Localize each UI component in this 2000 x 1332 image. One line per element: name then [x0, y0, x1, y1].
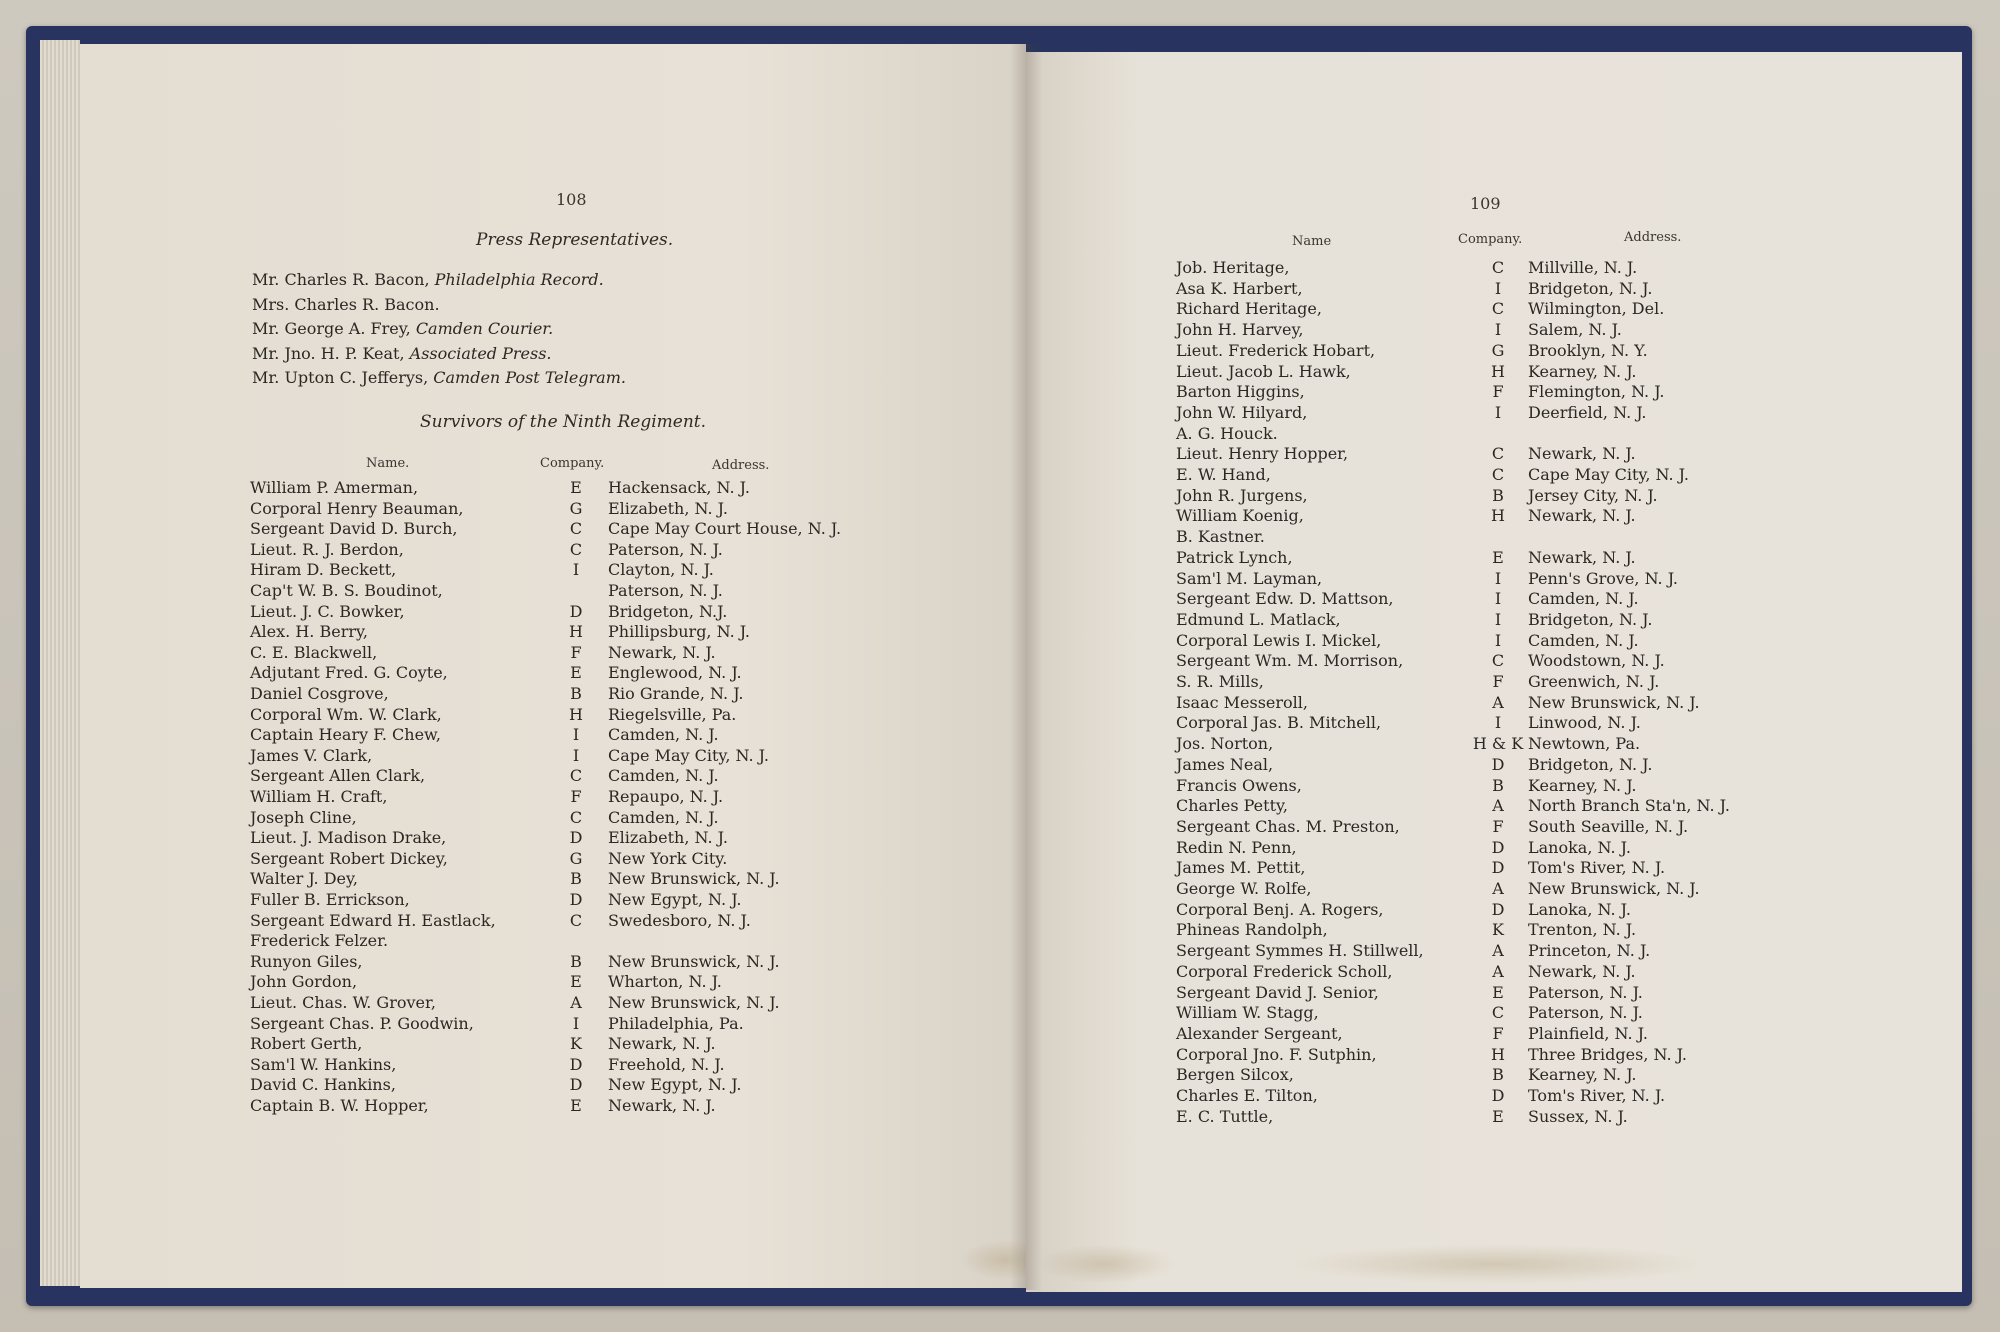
- survivor-name: James M. Pettit,: [1176, 858, 1306, 878]
- survivor-name: Sam'l W. Hankins,: [250, 1054, 397, 1074]
- survivor-address: Camden, N. J.: [608, 807, 719, 827]
- survivor-company: I: [1494, 320, 1502, 340]
- book-gutter: [1010, 44, 1042, 1290]
- survivor-company: H: [1491, 506, 1505, 526]
- survivor-company: D: [1491, 899, 1505, 919]
- survivor-address: Elizabeth, N. J.: [608, 828, 728, 848]
- survivor-name: William W. Stagg,: [1176, 1003, 1319, 1023]
- survivor-company: I: [572, 725, 580, 745]
- survivor-company: A: [1492, 941, 1504, 961]
- survivor-name: Sam'l M. Layman,: [1176, 568, 1323, 588]
- survivor-address: Linwood, N. J.: [1528, 713, 1641, 733]
- survivor-company: F: [1492, 672, 1504, 691]
- survivor-name: Corporal Benj. A. Rogers,: [1176, 899, 1384, 919]
- survivor-company: I: [572, 560, 580, 580]
- survivor-company: G: [1491, 340, 1505, 360]
- survivor-address: Paterson, N. J.: [608, 581, 723, 600]
- survivor-address: Paterson, N. J.: [1528, 982, 1643, 1002]
- press-name: Mr. George A. Frey,: [252, 319, 411, 338]
- survivor-company: I: [572, 745, 580, 765]
- press-entry: [252, 342, 626, 367]
- survivor-name: Charles Petty,: [1176, 796, 1288, 816]
- survivor-company: B: [570, 684, 582, 703]
- survivor-name: S. R. Mills,: [1176, 672, 1264, 691]
- press-list: [252, 268, 626, 391]
- survivor-name: John Gordon,: [250, 972, 358, 992]
- page-number-right: 109: [1470, 194, 1501, 213]
- page-edges: [40, 40, 80, 1286]
- survivor-address: Newark, N. J.: [608, 1096, 716, 1115]
- survivor-company: A: [1492, 796, 1504, 816]
- water-stain: [1036, 1244, 1176, 1284]
- survivor-name: John W. Hilyard,: [1176, 402, 1308, 422]
- survivor-name: Charles E. Tilton,: [1176, 1086, 1318, 1105]
- survivor-company: I: [1494, 713, 1502, 733]
- survivor-name: Sergeant Edw. D. Mattson,: [1176, 589, 1394, 609]
- survivor-name: Corporal Henry Beauman,: [250, 498, 464, 518]
- column-header-company: Company.: [1458, 232, 1523, 247]
- survivor-name: Hiram D. Beckett,: [250, 560, 397, 580]
- survivor-company: D: [569, 601, 583, 621]
- survivor-address: Bridgeton, N. J.: [1528, 278, 1653, 298]
- survivor-name: James Neal,: [1176, 754, 1274, 774]
- survivor-company: I: [1494, 609, 1502, 629]
- survivor-company: I: [572, 1013, 580, 1033]
- survivor-name: Edmund L. Matlack,: [1176, 609, 1341, 629]
- survivor-name: Joseph Cline,: [250, 807, 357, 827]
- survivor-name: Cap't W. B. S. Boudinot,: [250, 581, 443, 600]
- survivor-address: Paterson, N. J.: [608, 539, 723, 559]
- survivor-name: Job. Heritage,: [1176, 258, 1290, 277]
- survivor-name: Sergeant David J. Senior,: [1176, 982, 1379, 1002]
- survivor-company: B: [570, 869, 582, 889]
- survivor-company: D: [1491, 1086, 1505, 1105]
- survivor-address: Wilmington, Del.: [1528, 299, 1665, 319]
- survivor-address: Freehold, N. J.: [608, 1054, 725, 1074]
- survivor-company: A: [1492, 692, 1504, 712]
- survivor-company: D: [569, 1054, 583, 1074]
- survivor-address: New Egypt, N. J.: [608, 1075, 742, 1095]
- survivor-company: I: [1494, 568, 1502, 588]
- survivor-name: Francis Owens,: [1176, 775, 1302, 795]
- survivor-name: Corporal Frederick Scholl,: [1176, 961, 1393, 981]
- survivor-name: Lieut. R. J. Berdon,: [250, 539, 404, 559]
- survivor-address: Kearney, N. J.: [1528, 361, 1637, 381]
- survivor-name: Sergeant Allen Clark,: [250, 766, 426, 786]
- survivor-name: Adjutant Fred. G. Coyte,: [250, 663, 448, 683]
- press-entry: [252, 268, 626, 293]
- survivor-name: Asa K. Harbert,: [1176, 278, 1303, 298]
- survivor-address: Salem, N. J.: [1528, 320, 1622, 340]
- survivor-name: Lieut. Chas. W. Grover,: [250, 993, 436, 1012]
- survivor-address: Cape May City, N. J.: [608, 745, 769, 765]
- survivor-name: Robert Gerth,: [250, 1034, 363, 1054]
- survivor-name: David C. Hankins,: [250, 1075, 396, 1095]
- survivor-address: New Brunswick, N. J.: [1528, 692, 1700, 712]
- survivor-company: K: [570, 1034, 582, 1054]
- survivor-name: Lieut. J. Madison Drake,: [250, 828, 447, 848]
- survivor-address: Kearney, N. J.: [1528, 775, 1637, 795]
- survivor-company: F: [570, 642, 582, 662]
- survivor-name: A. G. Houck.: [1176, 423, 1278, 443]
- survivor-company: D: [1491, 858, 1505, 878]
- survivor-address: South Seaville, N. J.: [1528, 816, 1689, 836]
- survivor-address: Greenwich, N. J.: [1528, 672, 1660, 691]
- survivor-name: B. Kastner.: [1176, 527, 1265, 547]
- survivor-name: Corporal Lewis I. Mickel,: [1176, 630, 1382, 650]
- survivor-name: Daniel Cosgrove,: [250, 684, 389, 703]
- survivor-name: Lieut. Henry Hopper,: [1176, 444, 1349, 464]
- survivor-company: F: [1492, 816, 1504, 836]
- survivor-address: Camden, N. J.: [608, 766, 719, 786]
- survivor-name: John H. Harvey,: [1176, 320, 1304, 340]
- survivor-address: Three Bridges, N. J.: [1528, 1044, 1687, 1064]
- survivor-company: C: [569, 766, 583, 786]
- survivor-address: Sussex, N. J.: [1528, 1106, 1628, 1126]
- survivor-name: Lieut. J. C. Bowker,: [250, 601, 405, 621]
- survivor-company: D: [1491, 837, 1505, 857]
- survivor-name: Captain B. W. Hopper,: [250, 1096, 429, 1115]
- press-affiliation: Camden Post Telegram.: [433, 368, 626, 387]
- survivor-address: Rio Grande, N. J.: [608, 684, 744, 703]
- survivor-address: Newark, N. J.: [608, 642, 716, 662]
- survivor-address: North Branch Sta'n, N. J.: [1528, 796, 1730, 816]
- survivor-address: Bridgeton, N. J.: [1528, 609, 1653, 629]
- survivor-address: Kearney, N. J.: [1528, 1065, 1637, 1085]
- survivor-address: Bridgeton, N. J.: [1528, 754, 1653, 774]
- survivor-company: H: [569, 622, 583, 642]
- survivor-name: Corporal Jno. F. Sutphin,: [1176, 1044, 1377, 1064]
- survivor-address: Newark, N. J.: [1528, 506, 1636, 526]
- survivor-company: I: [1494, 278, 1502, 298]
- survivor-name: Sergeant Edward H. Eastlack,: [250, 910, 496, 930]
- press-entry: [252, 317, 626, 342]
- survivor-address: Jersey City, N. J.: [1528, 485, 1658, 505]
- survivor-name: E. C. Tuttle,: [1176, 1106, 1274, 1126]
- survivor-name: Sergeant David D. Burch,: [250, 519, 458, 539]
- survivor-company: I: [1494, 402, 1502, 422]
- survivor-name: James V. Clark,: [250, 745, 373, 765]
- survivor-address: Plainfield, N. J.: [1528, 1023, 1648, 1043]
- survivor-address: Deerfield, N. J.: [1528, 402, 1647, 422]
- press-name: Mr. Upton C. Jefferys,: [252, 368, 429, 387]
- survivor-name: Corporal Jas. B. Mitchell,: [1176, 713, 1382, 733]
- survivor-name: Sergeant Wm. M. Morrison,: [1176, 651, 1404, 671]
- page-number-left: 108: [556, 190, 587, 209]
- survivor-name: William P. Amerman,: [250, 478, 419, 497]
- press-entry: [252, 293, 626, 318]
- survivor-name: Sergeant Symmes H. Stillwell,: [1176, 941, 1424, 961]
- survivor-company: C: [1491, 444, 1505, 464]
- survivor-address: New York City.: [608, 848, 728, 868]
- survivor-address: New Egypt, N. J.: [608, 890, 742, 909]
- survivor-name: Sergeant Robert Dickey,: [250, 848, 448, 868]
- survivor-address: Newtown, Pa.: [1528, 734, 1641, 754]
- survivor-name: Phineas Randolph,: [1176, 920, 1328, 940]
- survivor-company: I: [1494, 589, 1502, 609]
- survivor-name: William H. Craft,: [250, 787, 388, 806]
- survivor-company: E: [570, 1096, 582, 1115]
- survivor-address: Trenton, N. J.: [1528, 920, 1637, 940]
- survivor-address: Bridgeton, N.J.: [608, 601, 728, 621]
- survivor-company: C: [1491, 299, 1505, 319]
- survivor-address: New Brunswick, N. J.: [608, 951, 780, 971]
- survivor-name: E. W. Hand,: [1176, 465, 1271, 484]
- survivor-address: Brooklyn, N. Y.: [1528, 340, 1648, 360]
- survivor-name: John R. Jurgens,: [1176, 485, 1308, 505]
- survivor-address: Flemington, N. J.: [1528, 382, 1665, 402]
- survivor-address: Swedesboro, N. J.: [608, 910, 751, 930]
- survivor-name: Captain Heary F. Chew,: [250, 725, 441, 745]
- survivor-address: Lanoka, N. J.: [1528, 837, 1631, 857]
- survivor-company: C: [569, 807, 583, 827]
- survivor-name: Sergeant Chas. M. Preston,: [1176, 816, 1400, 836]
- survivor-address: Englewood, N. J.: [608, 663, 742, 683]
- survivor-name: Patrick Lynch,: [1176, 547, 1293, 567]
- survivor-company: E: [570, 478, 582, 497]
- survivor-name: Runyon Giles,: [250, 951, 363, 971]
- survivor-company: F: [1492, 1023, 1504, 1043]
- press-entry: [252, 366, 626, 391]
- survivor-name: Bergen Silcox,: [1176, 1065, 1294, 1085]
- column-header-name: Name.: [366, 456, 410, 471]
- survivor-address: Wharton, N. J.: [608, 972, 722, 992]
- survivor-address: New Brunswick, N. J.: [1528, 879, 1700, 898]
- survivor-company: E: [1492, 547, 1504, 567]
- survivor-address: Phillipsburg, N. J.: [608, 622, 751, 642]
- survivor-company: G: [569, 498, 583, 518]
- survivor-company: F: [570, 787, 582, 806]
- survivor-address: Camden, N. J.: [608, 725, 719, 745]
- press-affiliation: Philadelphia Record.: [434, 270, 604, 289]
- survivor-address: Lanoka, N. J.: [1528, 899, 1631, 919]
- survivor-name: Lieut. Jacob L. Hawk,: [1176, 361, 1351, 381]
- water-stain: [1286, 1244, 1706, 1284]
- survivor-company: D: [569, 890, 583, 909]
- survivor-company: E: [1492, 982, 1504, 1002]
- survivor-address: Newark, N. J.: [1528, 444, 1636, 464]
- survivor-address: Riegelsville, Pa.: [608, 704, 737, 724]
- survivor-company: H & K: [1472, 734, 1524, 754]
- survivor-company: A: [570, 993, 582, 1012]
- press-affiliation: Camden Courier.: [415, 319, 554, 338]
- press-affiliation: Associated Press.: [409, 343, 552, 363]
- survivor-company: A: [1492, 879, 1504, 898]
- survivor-address: Camden, N. J.: [1528, 589, 1639, 609]
- survivor-name: Sergeant Chas. P. Goodwin,: [250, 1013, 474, 1033]
- press-name: Mr. Jno. H. P. Keat,: [252, 343, 405, 363]
- survivor-address: Hackensack, N. J.: [608, 478, 750, 497]
- survivor-company: C: [1491, 1003, 1505, 1023]
- survivor-company: I: [1494, 630, 1502, 650]
- survivor-address: Millville, N. J.: [1528, 258, 1638, 277]
- survivor-address: Penn's Grove, N. J.: [1528, 568, 1678, 588]
- survivor-company: C: [1491, 651, 1505, 671]
- survivors-heading: Survivors of the Ninth Regiment.: [420, 412, 707, 432]
- survivor-address: Elizabeth, N. J.: [608, 498, 728, 518]
- survivor-name: Alexander Sergeant,: [1176, 1023, 1343, 1043]
- survivor-name: Walter J. Dey,: [250, 869, 358, 889]
- survivor-name: Corporal Wm. W. Clark,: [250, 704, 442, 724]
- survivor-name: Fuller B. Errickson,: [250, 890, 410, 909]
- survivor-company: H: [1491, 361, 1505, 381]
- survivor-name: Isaac Messeroll,: [1176, 692, 1308, 712]
- column-header-company: Company.: [540, 456, 605, 471]
- survivor-address: New Brunswick, N. J.: [608, 993, 780, 1012]
- survivor-address: Repaupo, N. J.: [608, 787, 724, 806]
- survivor-company: C: [569, 539, 583, 559]
- survivor-company: D: [569, 828, 583, 848]
- survivor-company: B: [1492, 485, 1504, 505]
- survivor-company: C: [569, 519, 583, 539]
- survivor-address: Camden, N. J.: [1528, 630, 1639, 650]
- survivor-name: Lieut. Frederick Hobart,: [1176, 340, 1376, 360]
- survivor-address: New Brunswick, N. J.: [608, 869, 780, 889]
- survivor-company: H: [1491, 1044, 1505, 1064]
- survivor-address: Clayton, N. J.: [608, 560, 714, 580]
- survivor-company: B: [1492, 775, 1504, 795]
- survivor-company: C: [1491, 258, 1505, 277]
- survivor-company: H: [569, 704, 583, 724]
- survivor-address: Newark, N. J.: [608, 1034, 716, 1054]
- survivor-company: F: [1492, 382, 1504, 402]
- survivor-company: B: [570, 951, 582, 971]
- survivor-company: C: [569, 910, 583, 930]
- survivor-name: Frederick Felzer.: [250, 931, 389, 951]
- survivor-name: Richard Heritage,: [1176, 299, 1322, 319]
- survivor-company: E: [1492, 1106, 1504, 1126]
- survivor-name: George W. Rolfe,: [1176, 879, 1312, 898]
- press-heading: Press Representatives.: [476, 230, 674, 250]
- press-name: Mrs. Charles R. Bacon.: [252, 294, 440, 314]
- press-name: Mr. Charles R. Bacon,: [252, 270, 430, 289]
- survivor-company: G: [569, 848, 583, 868]
- survivor-address: Philadelphia, Pa.: [608, 1013, 744, 1033]
- survivor-name: William Koenig,: [1176, 506, 1304, 526]
- survivor-address: Newark, N. J.: [1528, 547, 1636, 567]
- survivor-company: E: [570, 972, 582, 992]
- survivor-address: Tom's River, N. J.: [1528, 858, 1666, 878]
- column-header-address: Address.: [712, 458, 770, 473]
- survivor-address: Cape May Court House, N. J.: [608, 519, 842, 539]
- survivor-address: Woodstown, N. J.: [1528, 651, 1665, 671]
- survivor-company: K: [1492, 920, 1504, 940]
- survivor-company: E: [570, 663, 582, 683]
- survivor-name: Barton Higgins,: [1176, 382, 1305, 402]
- survivor-company: B: [1492, 1065, 1504, 1085]
- column-header-name: Name: [1292, 234, 1332, 249]
- survivor-company: C: [1491, 465, 1505, 484]
- survivor-address: Newark, N. J.: [1528, 961, 1636, 981]
- survivor-name: Jos. Norton,: [1176, 734, 1274, 754]
- survivor-name: Alex. H. Berry,: [250, 622, 368, 642]
- survivor-company: D: [569, 1075, 583, 1095]
- survivor-address: Tom's River, N. J.: [1528, 1086, 1666, 1105]
- survivor-company: A: [1492, 961, 1504, 981]
- survivor-name: Redin N. Penn,: [1176, 837, 1297, 857]
- survivor-name: C. E. Blackwell,: [250, 642, 378, 662]
- survivor-address: Cape May City, N. J.: [1528, 465, 1689, 484]
- survivor-address: Paterson, N. J.: [1528, 1003, 1643, 1023]
- survivor-company: D: [1491, 754, 1505, 774]
- survivor-address: Princeton, N. J.: [1528, 941, 1651, 961]
- column-header-address: Address.: [1624, 230, 1682, 245]
